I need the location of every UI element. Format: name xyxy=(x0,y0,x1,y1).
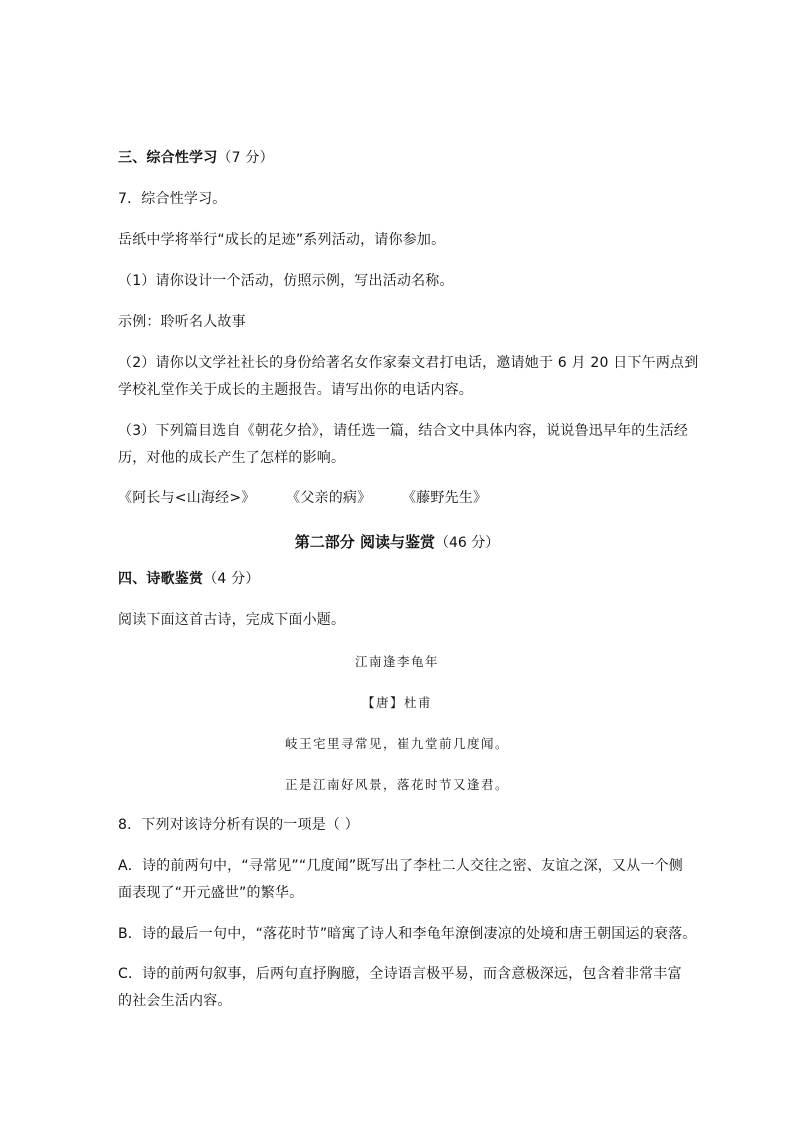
q7-works-list xyxy=(118,488,513,508)
q8-title: 8．下列对该诗分析有误的一项是（ ） xyxy=(118,817,359,833)
q8-option-c-line1: C．诗的前两句叙事，后两句直抒胸臆，全诗语言极平易，而含意极深远，包含着非常丰富 xyxy=(118,966,682,982)
section4-instruction: 阅读下面这首古诗，完成下面小题。 xyxy=(118,612,346,628)
q7-sub1: （1）请你设计一个活动，仿照示例，写出活动名称。 xyxy=(118,273,454,289)
section3-title: 三、综合性学习 xyxy=(118,150,218,166)
q7-example: 示例：聆听名人故事 xyxy=(118,314,246,330)
poem-line: 正是江南好风景，落花时节又逢君。 xyxy=(284,777,509,792)
section4-title: 四、诗歌鉴赏 xyxy=(118,571,204,587)
part2-heading xyxy=(0,532,794,553)
q7-sub3-line2: 历，对他的成长产生了怎样的影响。 xyxy=(118,450,346,466)
section3-heading xyxy=(118,148,274,168)
section3-score: （7 分） xyxy=(217,150,274,166)
part2-title: 第二部分 阅读与鉴赏 xyxy=(294,533,435,551)
q7-intro: 岳纸中学将举行“成长的足迹”系列活动，请你参加。 xyxy=(118,232,446,248)
part2-score: （46 分） xyxy=(434,535,500,551)
work-title: 《父亲的病》 xyxy=(286,490,372,506)
q7-sub3-line1: （3）下列篇目选自《朝花夕拾》，请任选一篇，结合文中具体内容，说说鲁迅早年的生活经 xyxy=(118,423,689,439)
q8-option-c-line2: 的社会生活内容。 xyxy=(118,993,232,1009)
section4-heading xyxy=(118,569,260,589)
section4-score: （4 分） xyxy=(203,571,260,587)
q7-title: 7．综合性学习。 xyxy=(118,191,227,207)
poem-title: 江南逢李龟年 xyxy=(354,654,439,669)
q8-option-a-line2: 面表现了“开元盛世”的繁华。 xyxy=(118,885,304,901)
q7-sub2-line1: （2）请你以文学社社长的身份给著名女作家秦文君打电话，邀请她于 6 月 20 日下午两点到 xyxy=(118,355,699,371)
work-title: 《阿长与<山海经>》 xyxy=(118,490,256,506)
q8-option-a-line1: A．诗的前两句中，“寻常见”“几度闻”既写出了李杜二人交往之密、友谊之深，又从一个侧 xyxy=(118,858,683,874)
work-title: 《藤野先生》 xyxy=(401,490,488,506)
q8-option-b: B．诗的最后一句中，“落花时节”暗寓了诗人和李龟年潦倒凄凉的处境和唐王朝国运的衰落。 xyxy=(118,926,697,942)
q7-sub2-line2: 学校礼堂作关于成长的主题报告。请写出你的电话内容。 xyxy=(118,382,473,398)
poem-author: 【唐】杜甫 xyxy=(361,695,432,710)
poem-line: 岐王宅里寻常见，崔九堂前几度闻。 xyxy=(284,736,509,751)
